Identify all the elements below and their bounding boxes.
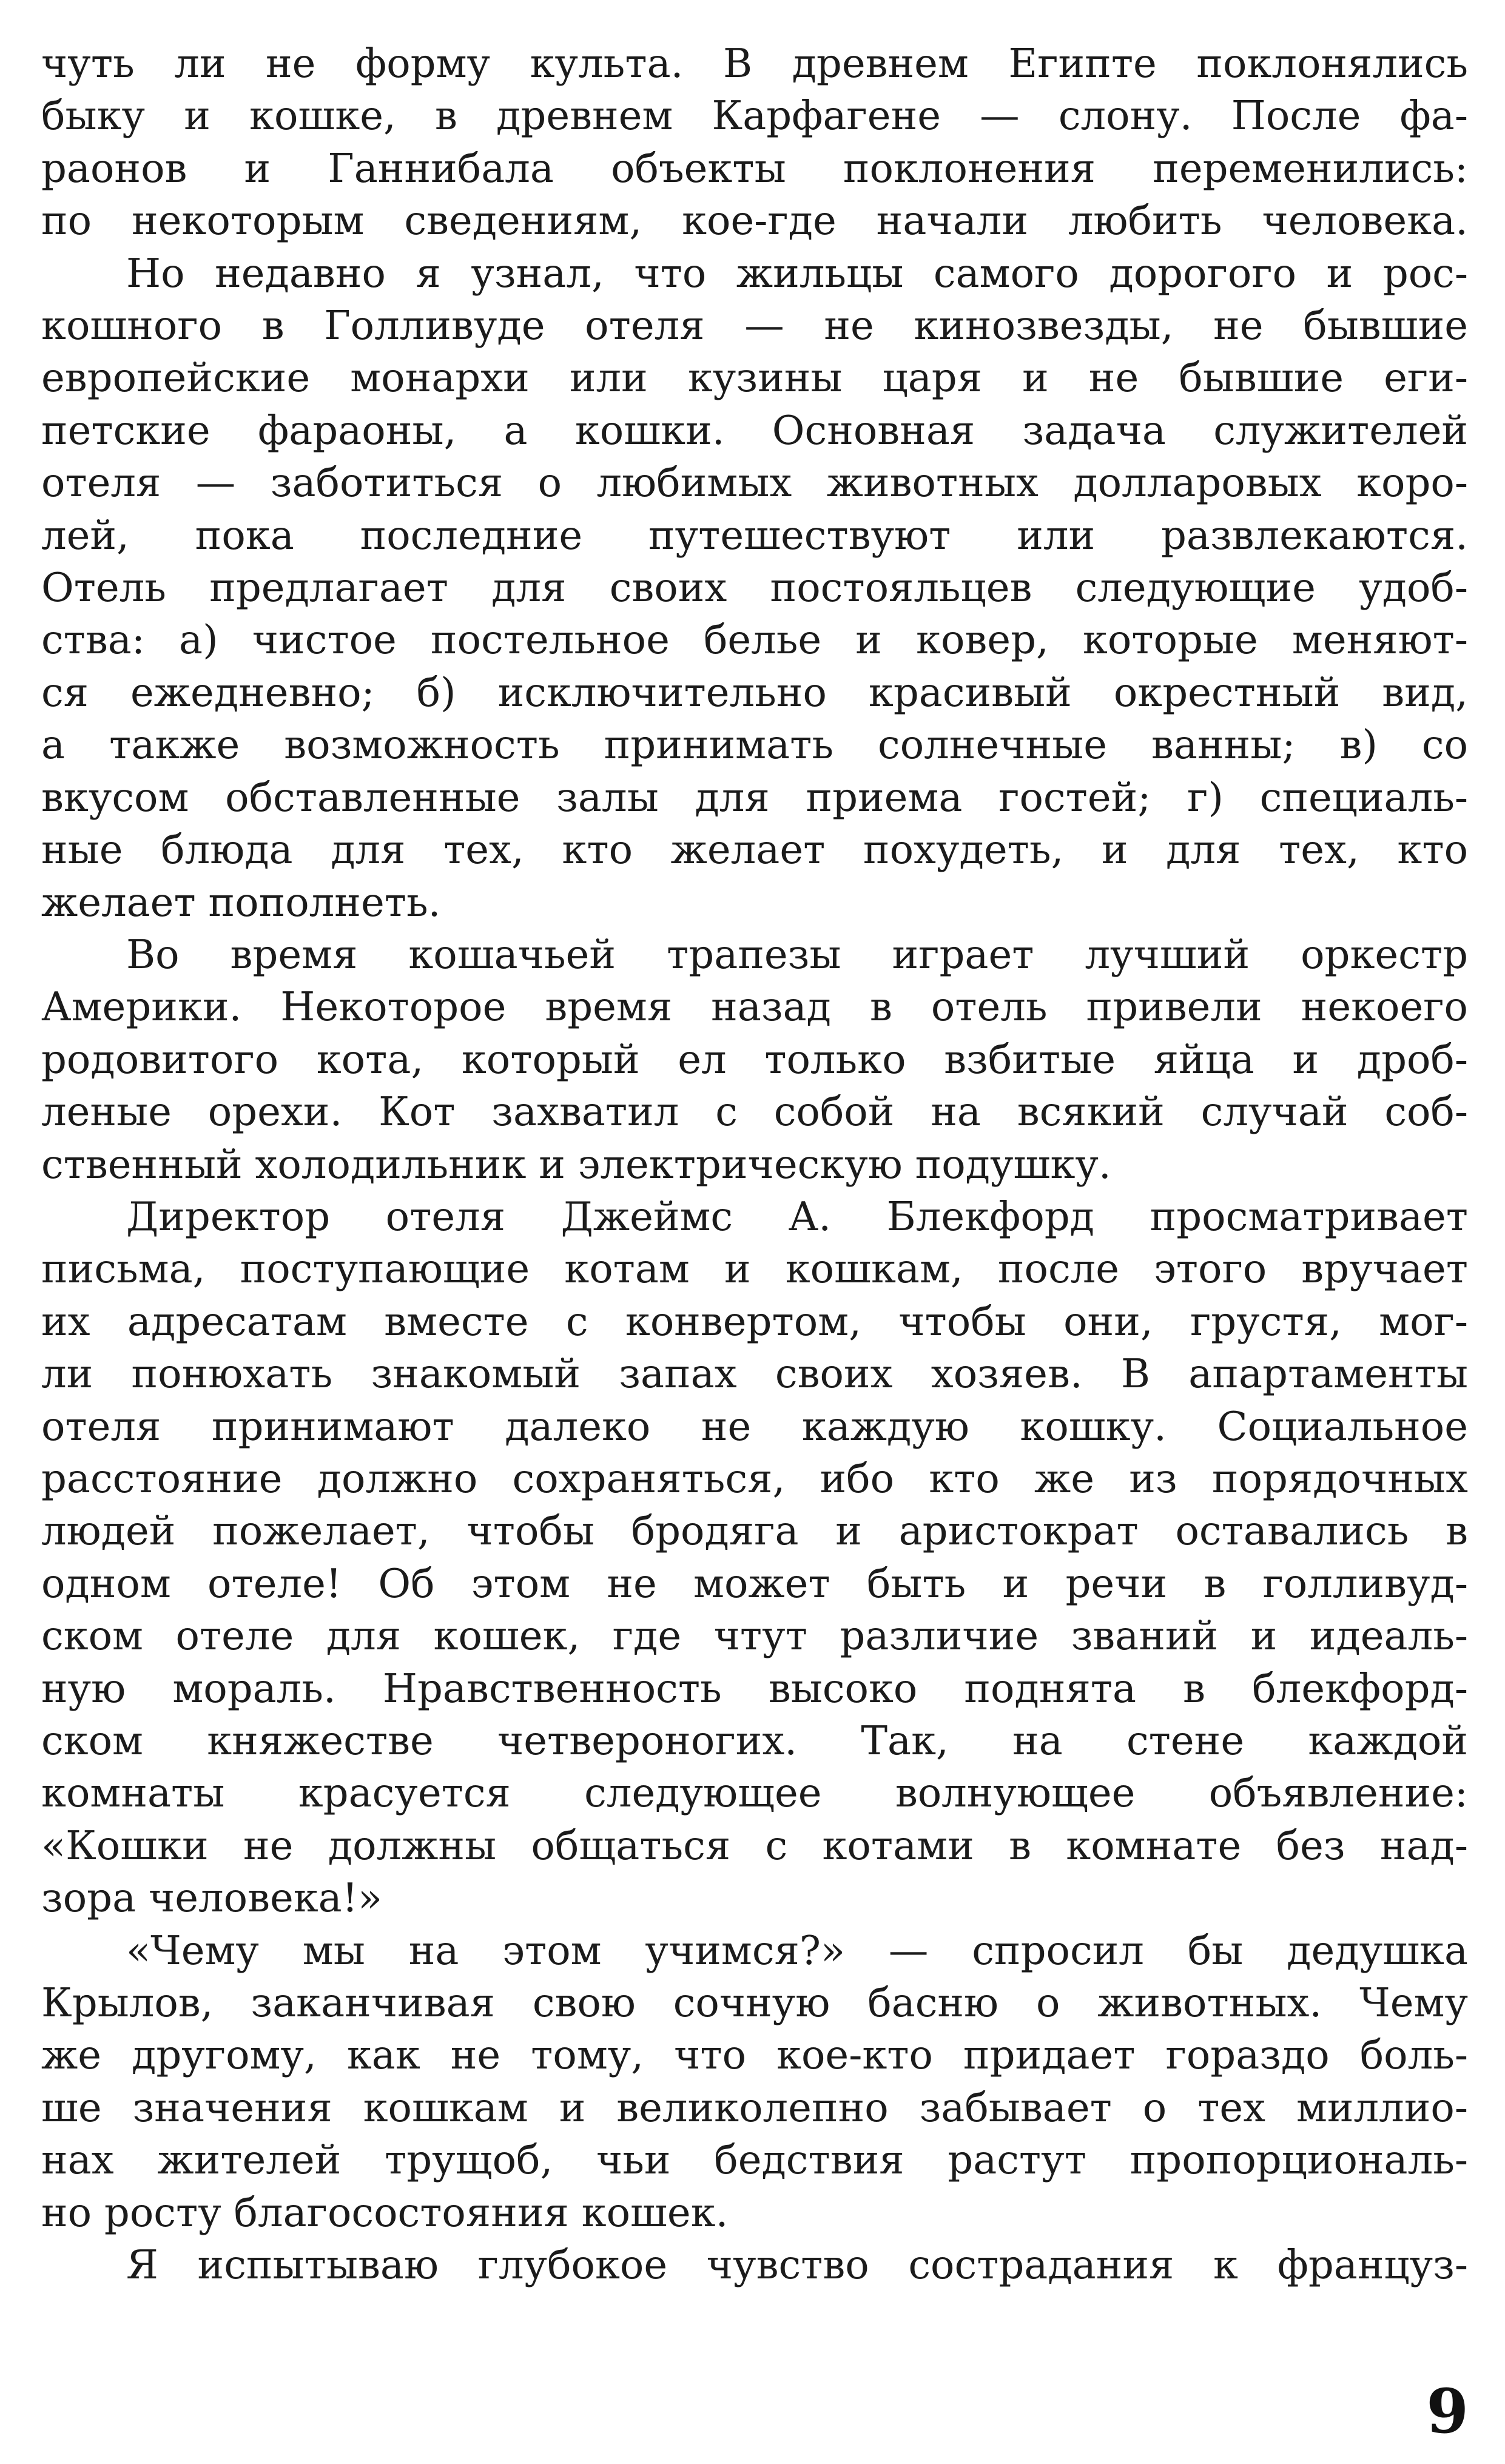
text-line: желает пополнеть. bbox=[41, 879, 441, 926]
text-line: родовитого кота, который ел только взбитые яйца и дроб- bbox=[41, 1036, 1468, 1083]
text-line: расстояние должно сохраняться, ибо кто же из порядочных bbox=[41, 1455, 1468, 1502]
text-line: но росту благосостояния кошек. bbox=[41, 2189, 729, 2236]
text-line: ную мораль. Нравственность высоко поднята в блекфорд- bbox=[41, 1665, 1468, 1712]
text-line: письма, поступающие котам и кошкам, после этого вручает bbox=[41, 1246, 1468, 1293]
text-line: одном отеле! Об этом не может быть и речи в голливуд- bbox=[41, 1560, 1468, 1607]
text-line: их адресатам вместе с конвертом, чтобы они, грустя, мог- bbox=[41, 1298, 1468, 1345]
text-line: кошного в Голливуде отеля — не кинозвезды, не бывшие bbox=[41, 303, 1468, 349]
text-line: комнаты красуется следующее волнующее объявление: bbox=[41, 1770, 1468, 1817]
text-line: «Чему мы на этом учимся?» — спросил бы дедушка bbox=[126, 1927, 1468, 1974]
text-line: ся ежедневно; б) исключительно красивый окрестный вид, bbox=[41, 669, 1468, 716]
text-line: ском княжестве четвероногих. Так, на стене каждой bbox=[41, 1718, 1468, 1764]
text-line: же другому, как не тому, что кое-кто придает гораздо боль- bbox=[41, 2032, 1468, 2079]
text-line: Отель предлагает для своих постояльцев следующие удоб- bbox=[41, 565, 1468, 611]
text-line: ли понюхать знакомый запах своих хозяев. В апартаменты bbox=[41, 1351, 1468, 1398]
text-line: ственный холодильник и электрическую подушку. bbox=[41, 1141, 1111, 1188]
text-line: лей, пока последние путешествуют или развлекаются. bbox=[41, 512, 1468, 559]
text-line: ше значения кошкам и великолепно забывает о тех миллио- bbox=[41, 2084, 1468, 2131]
text-line: ства: а) чистое постельное белье и ковер, которые меняют- bbox=[41, 617, 1468, 664]
text-line: отеля принимают далеко не каждую кошку. Социальное bbox=[41, 1403, 1468, 1450]
text-line: Во время кошачьей трапезы играет лучший оркестр bbox=[126, 931, 1468, 978]
text-line: нах жителей трущоб, чьи бедствия растут пропорциональ- bbox=[41, 2137, 1468, 2184]
text-line: людей пожелает, чтобы бродяга и аристократ оставались в bbox=[41, 1508, 1468, 1555]
text-line: быку и кошке, в древнем Карфагене — слону. После фа- bbox=[41, 93, 1468, 140]
text-line: раонов и Ганнибала объекты поклонения переменились: bbox=[41, 145, 1468, 192]
text-line: ные блюда для тех, кто желает похудеть, и для тех, кто bbox=[41, 827, 1468, 874]
text-line: зора человека!» bbox=[41, 1875, 383, 1922]
text-line: Директор отеля Джеймс А. Блекфорд просматривает bbox=[126, 1193, 1468, 1240]
page-body bbox=[41, 38, 1468, 2291]
text-line: Америки. Некоторое время назад в отель привели некоего bbox=[41, 984, 1468, 1031]
text-line: леные орехи. Кот захватил с собой на всякий случай соб- bbox=[41, 1089, 1468, 1136]
text-line: ском отеле для кошек, где чтут различие званий и идеаль- bbox=[41, 1613, 1468, 1660]
text-line: Я испытываю глубокое чувство сострадания к француз- bbox=[126, 2242, 1468, 2289]
text-line: по некоторым сведениям, кое-где начали любить человека. bbox=[41, 198, 1468, 244]
text-line: а также возможность принимать солнечные ванны; в) со bbox=[41, 722, 1468, 769]
text-line: европейские монархи или кузины царя и не бывшие еги- bbox=[41, 355, 1468, 402]
text-line: чуть ли не форму культа. В древнем Египте поклонялись bbox=[41, 41, 1468, 87]
page-number: 9 bbox=[1426, 2375, 1469, 2447]
text-line: «Кошки не должны общаться с котами в комнате без над- bbox=[41, 1822, 1468, 1869]
text-line: вкусом обставленные залы для приема гостей; г) специаль- bbox=[41, 774, 1468, 821]
text-line: Но недавно я узнал, что жильцы самого дорогого и рос- bbox=[126, 250, 1468, 297]
text-line: Крылов, заканчивая свою сочную басню о животных. Чему bbox=[41, 1980, 1468, 2027]
text-line: отеля — заботиться о любимых животных долларовых коро- bbox=[41, 460, 1468, 507]
text-line: петские фараоны, а кошки. Основная задача служителей bbox=[41, 407, 1468, 454]
